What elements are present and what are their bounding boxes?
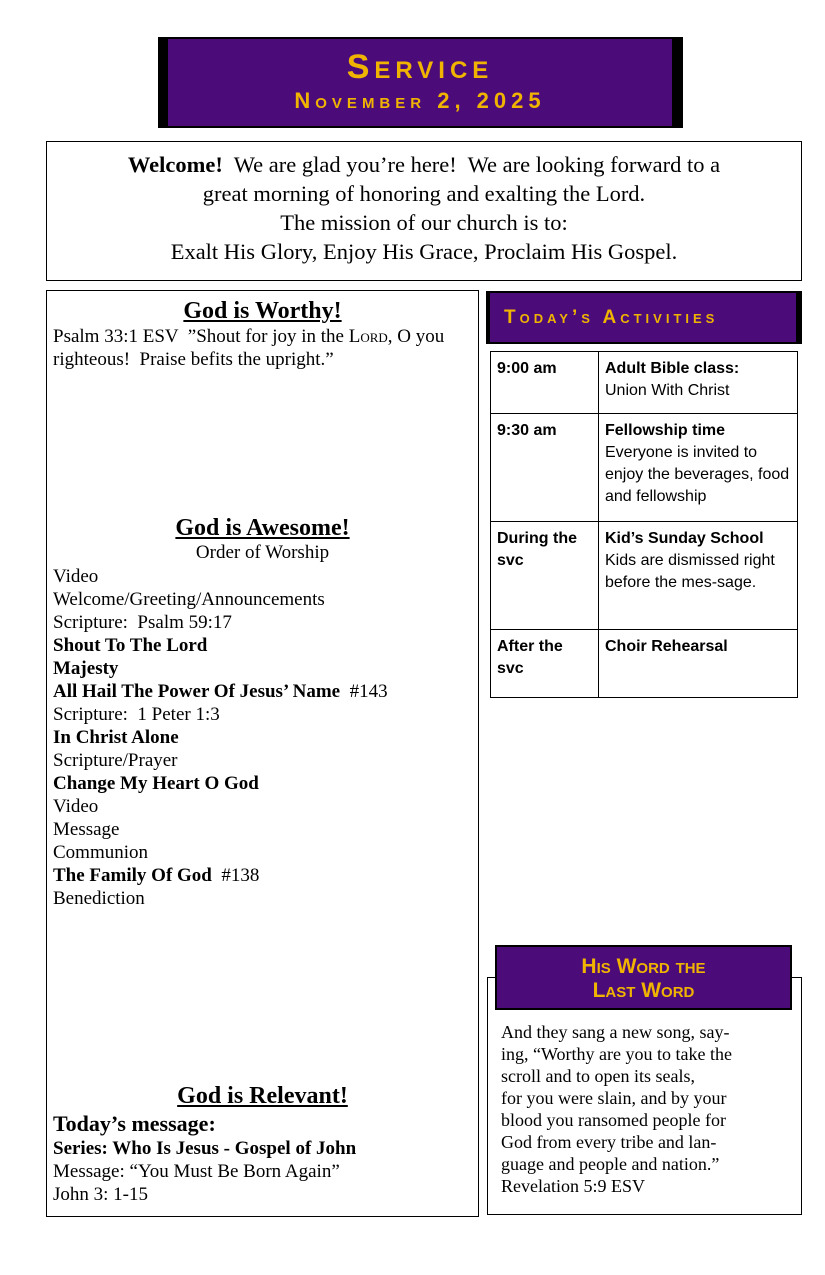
activity-row	[491, 522, 798, 630]
worship-item-title: Change My Heart O God	[53, 773, 259, 794]
verse-line: Revelation 5:9 ESV	[501, 1176, 645, 1196]
worship-item	[53, 749, 473, 772]
worship-item-title: Majesty	[53, 658, 119, 679]
worship-item-title: Benediction	[53, 888, 145, 909]
activity-details	[599, 352, 798, 414]
activities-header	[486, 291, 802, 344]
relevant-heading: God is Relevant!	[177, 1083, 348, 1109]
worship-item-title: Video	[53, 566, 99, 587]
order-of-worship-list	[53, 565, 473, 910]
activity-row	[491, 352, 798, 414]
header-banner-inner	[168, 39, 672, 126]
worship-item	[53, 634, 473, 657]
activities-heading: Today’s Activities	[490, 293, 796, 342]
welcome-line-1	[47, 150, 801, 179]
service-date: November 2, 2025	[294, 88, 546, 113]
activity-row	[491, 414, 798, 522]
worship-item-title: Communion	[53, 842, 149, 863]
his-word-verse	[501, 1021, 791, 1197]
worship-item-title: All Hail The Power Of Jesus’ Name	[53, 681, 341, 702]
header-banner	[158, 37, 683, 128]
worship-item-title: Shout To The Lord	[53, 635, 208, 656]
welcome-lead: Welcome!	[127, 152, 223, 177]
his-word-heading-line-1: His Word the	[581, 955, 706, 978]
worship-item	[53, 841, 473, 864]
hymn-number: #138	[211, 865, 260, 886]
verse-line: guage and people and nation.”	[501, 1154, 720, 1174]
sermon-title: Message: “You Must Be Born Again”	[53, 1161, 340, 1182]
order-of-worship-label: Order of Worship	[195, 542, 330, 563]
sermon-passage: John 3: 1-15	[53, 1184, 148, 1205]
worship-item-title: Scripture: 1 Peter 1:3	[53, 704, 220, 725]
awesome-heading: God is Awesome!	[175, 515, 350, 541]
worship-item-title: Scripture: Psalm 59:17	[53, 612, 232, 633]
activity-details	[599, 522, 798, 630]
welcome-line-1-rest: We are glad you’re here! We are looking forward to a	[222, 152, 721, 177]
activity-description: Everyone is invited to enjoy the beverages, food and fellowship	[605, 444, 790, 505]
worship-item	[53, 818, 473, 841]
verse-line: ing, “Worthy are you to take the	[501, 1044, 732, 1064]
worship-item	[53, 611, 473, 634]
worship-item	[53, 657, 473, 680]
verse-line: scroll and to open its seals,	[501, 1066, 695, 1086]
worthy-verse-smallcaps: ord	[360, 326, 388, 347]
worship-column	[46, 290, 479, 1217]
page-title: Service	[346, 48, 494, 86]
verse-line: God from every tribe and lan-	[501, 1132, 717, 1152]
activity-row	[491, 630, 798, 698]
worship-item	[53, 726, 473, 749]
worship-item	[53, 565, 473, 588]
todays-message-label: Today’s message:	[53, 1111, 216, 1136]
activity-title: Adult Bible class:	[605, 360, 740, 377]
worship-item	[53, 680, 473, 703]
worship-item	[53, 703, 473, 726]
worship-item-title: Message	[53, 819, 120, 840]
his-word-heading-line-2: Last Word	[592, 979, 695, 1002]
activity-description: Union With Christ	[605, 382, 730, 399]
worship-item-title: Welcome/Greeting/Announcements	[53, 589, 325, 610]
verse-line: blood you ransomed people for	[501, 1110, 726, 1130]
activity-details	[599, 630, 798, 698]
sermon-series: Series: Who Is Jesus - Gospel of John	[53, 1138, 357, 1159]
activity-description: Kids are dismissed right before the mes-sage.	[605, 552, 775, 591]
worship-item-title: Scripture/Prayer	[53, 750, 178, 771]
activity-time: 9:00 am	[491, 352, 599, 414]
verse-line: And they sang a new song, say-	[501, 1022, 730, 1042]
worship-item	[53, 588, 473, 611]
worthy-verse	[53, 325, 473, 371]
activity-title: Fellowship time	[605, 422, 726, 439]
activity-time: After the svc	[491, 630, 599, 698]
welcome-line-3: The mission of our church is to:	[280, 210, 568, 235]
worship-item	[53, 795, 473, 818]
activity-time: During the svc	[491, 522, 599, 630]
worthy-verse-b: , O you righteous! Praise befits the upright.”	[53, 326, 450, 370]
hymn-number: #143	[340, 681, 388, 702]
worship-item	[53, 772, 473, 795]
activity-details	[599, 414, 798, 522]
activities-table	[490, 351, 798, 698]
worship-item-title: In Christ Alone	[53, 727, 179, 748]
worthy-verse-a: Psalm 33:1 ESV ”Shout for joy in the L	[53, 326, 361, 347]
activity-title: Choir Rehearsal	[605, 638, 728, 655]
worship-item-title: The Family Of God	[53, 865, 212, 886]
welcome-box	[46, 141, 802, 281]
worship-item	[53, 887, 473, 910]
worship-item	[53, 864, 473, 887]
worthy-heading: God is Worthy!	[183, 298, 342, 324]
welcome-line-2: great morning of honoring and exalting the Lord.	[202, 181, 646, 206]
verse-line: for you were slain, and by your	[501, 1088, 727, 1108]
worship-item-title: Video	[53, 796, 99, 817]
activity-title: Kid’s Sunday School	[605, 530, 764, 547]
welcome-line-4: Exalt His Glory, Enjoy His Grace, Proclaim His Gospel.	[170, 239, 678, 264]
his-word-heading	[495, 945, 792, 1010]
activity-time: 9:30 am	[491, 414, 599, 522]
